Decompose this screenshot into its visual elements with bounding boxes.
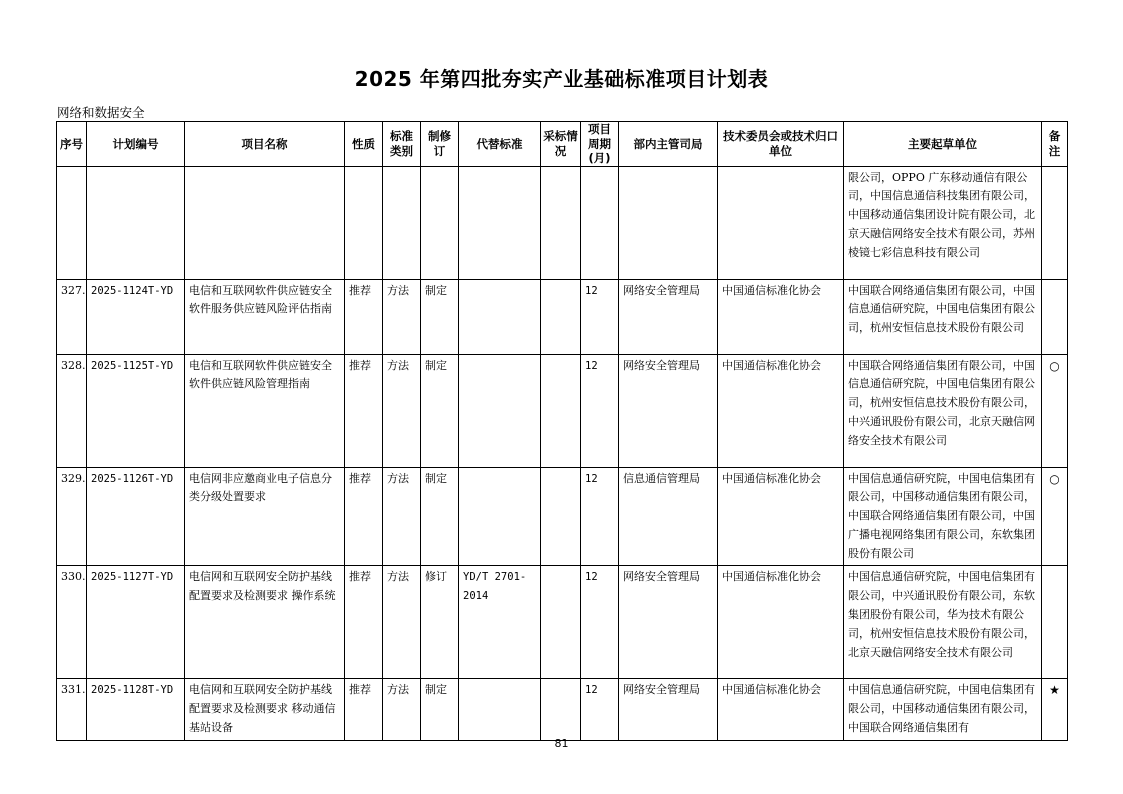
table-row-continued [57,166,1068,279]
cell-seq: 330. [57,566,87,679]
cell-remark [1042,566,1068,679]
cell-period: 12 [581,467,619,566]
cell-remark [1042,279,1068,354]
cell-seq: 329. [57,467,87,566]
cell-name: 电信网非应邀商业电子信息分类分级处置要求 [185,467,345,566]
cell-adopt [541,679,581,740]
header-drafters: 主要起草单位 [844,122,1042,167]
cell-dept: 网络安全管理局 [619,679,718,740]
cell-name: 电信网和互联网安全防护基线配置要求及检测要求 操作系统 [185,566,345,679]
table-row [57,279,1068,354]
cell-drafters: 中国联合网络通信集团有限公司，中国信息通信研究院，中国电信集团有限公司，杭州安恒信息技术股份有限公司 [844,279,1042,354]
cell-replace [459,679,541,740]
page-title: 2025 年第四批夯实产业基础标准项目计划表 [354,67,769,91]
cell-period: 12 [581,566,619,679]
cell-name: 电信和互联网软件供应链安全 软件供应链风险管理指南 [185,354,345,467]
cell-std-type: 方法 [383,467,421,566]
cell-adopt [541,467,581,566]
cell-drafters: 中国联合网络通信集团有限公司，中国信息通信研究院，中国电信集团有限公司，杭州安恒信息技术股份有限公司，中兴通讯股份有限公司，北京天融信网络安全技术有限公司 [844,354,1042,467]
cell-committee: 中国通信标准化协会 [718,566,844,679]
cell-adopt [541,354,581,467]
cell-seq: 328. [57,354,87,467]
cell-revise: 修订 [421,566,459,679]
cell-plan-no: 2025-1124T-YD [87,279,185,354]
header-committee: 技术委员会或技术归口单位 [718,122,844,167]
cell-dept: 网络安全管理局 [619,279,718,354]
cell-dept: 网络安全管理局 [619,566,718,679]
table-row [57,679,1068,740]
cell-committee: 中国通信标准化协会 [718,467,844,566]
cell-drafters: 中国信息通信研究院，中国电信集团有限公司，中国移动通信集团有限公司，中国联合网络通信集团有限公司，中国广播电视网络集团有限公司，东软集团股份有限公司 [844,467,1042,566]
cell-plan-no: 2025-1125T-YD [87,354,185,467]
cell-plan-no: 2025-1126T-YD [87,467,185,566]
cell-name: 电信网和互联网安全防护基线配置要求及检测要求 移动通信基站设备 [185,679,345,740]
cell-nature: 推荐 [345,354,383,467]
cell-remark: ○ [1042,354,1068,467]
cell-replace [459,467,541,566]
cell-drafters: 限公司，OPPO 广东移动通信有限公司，中国信息通信科技集团有限公司，中国移动通信集团设计院有限公司，北京天融信网络安全技术有限公司，苏州棱镜七彩信息科技有限公司 [844,166,1042,279]
header-period: 项目周期(月) [581,122,619,167]
table-row [57,566,1068,679]
cell-std-type: 方法 [383,279,421,354]
plan-table [56,121,1068,741]
cell-revise: 制定 [421,679,459,740]
cell-seq: 327. [57,279,87,354]
cell-remark: ○ [1042,467,1068,566]
header-dept: 部内主管司局 [619,122,718,167]
cell-name: 电信和互联网软件供应链安全 软件服务供应链风险评估指南 [185,279,345,354]
cell-nature: 推荐 [345,566,383,679]
cell-dept: 信息通信管理局 [619,467,718,566]
section-label: 网络和数据安全 [57,105,145,120]
cell-plan-no: 2025-1127T-YD [87,566,185,679]
header-nature: 性质 [345,122,383,167]
header-name: 项目名称 [185,122,345,167]
cell-nature: 推荐 [345,467,383,566]
cell-revise: 制定 [421,279,459,354]
cell-std-type: 方法 [383,679,421,740]
cell-revise: 制定 [421,354,459,467]
header-adopt: 采标情况 [541,122,581,167]
cell-committee: 中国通信标准化协会 [718,279,844,354]
cell-std-type: 方法 [383,566,421,679]
cell-std-type: 方法 [383,354,421,467]
cell-period: 12 [581,279,619,354]
cell-adopt [541,566,581,679]
cell-period: 12 [581,679,619,740]
header-remark: 备注 [1042,122,1068,167]
table-row [57,354,1068,467]
header-revise: 制修订 [421,122,459,167]
cell-drafters: 中国信息通信研究院，中国电信集团有限公司，中兴通讯股份有限公司，东软集团股份有限公司，华为技术有限公司，杭州安恒信息技术股份有限公司，北京天融信网络安全技术有限公司 [844,566,1042,679]
cell-seq: 331. [57,679,87,740]
cell-replace [459,279,541,354]
header-plan-no: 计划编号 [87,122,185,167]
header-std-type: 标准类别 [383,122,421,167]
cell-adopt [541,279,581,354]
table-header-row [57,122,1068,167]
page-number: 81 [554,737,569,750]
cell-revise: 制定 [421,467,459,566]
header-replace: 代替标准 [459,122,541,167]
cell-replace: YD/T 2701-2014 [459,566,541,679]
cell-dept: 网络安全管理局 [619,354,718,467]
cell-period: 12 [581,354,619,467]
cell-plan-no: 2025-1128T-YD [87,679,185,740]
cell-nature: 推荐 [345,679,383,740]
cell-remark: ★ [1042,679,1068,740]
cell-committee: 中国通信标准化协会 [718,354,844,467]
cell-nature: 推荐 [345,279,383,354]
cell-committee: 中国通信标准化协会 [718,679,844,740]
header-seq: 序号 [57,122,87,167]
cell-replace [459,354,541,467]
table-row [57,467,1068,566]
cell-drafters: 中国信息通信研究院，中国电信集团有限公司，中国移动通信集团有限公司，中国联合网络通信集团有 [844,679,1042,740]
